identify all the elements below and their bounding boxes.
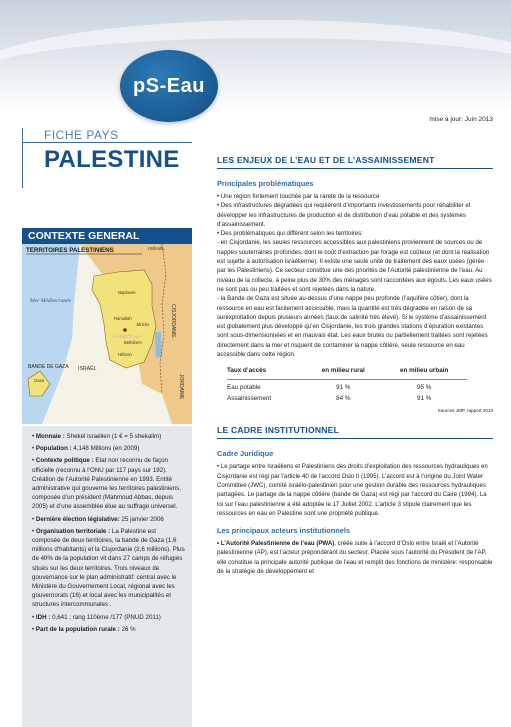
map-svg [22,244,192,424]
subhead-juridique: Cadre Juridique [217,449,274,459]
fact-item: • Monnaie : Shekel israélien (1 € = 5 shekalim) [32,433,162,440]
facts-box [22,426,192,727]
table-header: Taux d’accès [227,367,305,380]
fact-item: • Contexte politique : Etat non reconnu de façon officielle (reconnu à l’ONU par 117 pays sur 192). Création de l’Autorité Palestinienne en 1993. Entité administrative qui gouverne les territoires palestiniens, composée d’un président (Mahmoud Abbas, depuis 2005) et d’une assemblée élue au suffrage universel. [32,457,181,511]
paragraph: - la Bande de Gaza est située au-dessus d’une nappe peu profonde (l’aquifère côtier), dont la ressource en eau est facilement accessible, mais la quantité est très dégradée en raison de sa surexploitation depuis plusieurs années (taux de salinité très élevé). Si le système d’assainissement est globalement plus développé qu’en Cisjordanie, les trois grandes stations d’épuration existantes sont sous-dimensionnées et en mauvais état. Les eaux brutes ou partiellement traitées sont rejetées directement dans la mer et risquent de contaminer la nappe côtière, seule ressource en eau accessible dans cette région. [217,295,488,359]
fact-item: • IDH : 0,641 ; rang 110ème /177 (PNUD 2011) [32,613,161,621]
title-rule [22,142,192,143]
map-label-gaza-city: Gaza [34,378,45,383]
map-label-israel-north: ISRAËL [148,247,166,252]
pwa-label: • L’Autorité Palestinienne de l’eau (PWA) [217,540,335,548]
fact-item: • Dernière élection législative: 25 janvier 2006 [32,515,164,523]
table-source: Sources JMP, rapport 2010 [437,408,493,414]
fact-text: 26 % [121,625,136,633]
map-label-bethlehem: Bethléem [124,340,142,345]
context-title: CONTEXTE GENERAL [28,230,140,242]
section-title-cadre: LE CADRE INSTITUTIONNEL [217,425,493,439]
table-cell: 84 % [336,395,351,403]
context-bar [22,228,192,244]
territories-map [22,244,192,424]
fact-text: 0,641 ; rang 110ème /177 (PNUD 2011) [52,613,161,621]
paragraph: • Une région fortement touchée par la rareté de la ressource [217,193,380,200]
fact-label: Contexte politique : [35,457,94,465]
fact-item: • Population : 4,148 Millions (en 2009) [32,445,140,453]
fact-item: • Organisation territoriale : La Palestine est composée de deux territoires, la bande de Gaza (1,6 millions d’habitants) et la Cisjordanie (2,6 millions). Plus de 40% de la population vit dans 27 camps de réfugiés situés sur les deux territoires. Trois niveaux de gouvernance sur le plan administratif: central avec le Ministère du Gouvernement Local, régional avec les gouvernorats (16) et local avec les municipalités et structures intercommunales . [32,527,185,609]
section-title-enjeux: LES ENJEUX DE L’EAU ET DE L’ASSAINISSEMENT [217,155,493,169]
table-row [227,380,467,392]
map-label-westbank: CISJORDANIE [170,304,176,338]
pwa-text: , créée suite à l’accord d’Oslo entre Israël et l’Autorité palestinienne (AP), est l’acteur prépondérant du secteur. Placée sous l’autorité du Président de l’AP, elle constitue la principale autorité publique de l’eau et remplit des fonctions de ministère: responsable de la stratégie de développement et [217,540,493,576]
juridique-body: • Le partage entre Israéliens et Palestiniens des droits d’exploitation des ressources hydrauliques en Cisjordanie est régi par l’article 40 de l’accord Oslo II (1995). L’accord est à l’origine du Joint Water Committee (JWC), comité israélo-palestinien pour une gestion durable des ressources hydrauliques partagées. Le partage de la nappe côtière (bande de Gaza) est régi par l’accord du Caire (1994). La loi sur l’eau palestinienne a été adoptée le 17 Juillet 2002. L’article 3 stipule clairement que les ressources en eau en Palestine sont une propriété publique. [217,463,488,517]
map-label-jordan: JORDANIE [178,374,184,400]
acteurs-body [217,539,493,576]
map-title: TERRITOIRES PALESTINIENS [26,247,114,254]
subhead-acteurs: Les principaux acteurs institutionnels [217,526,351,536]
table-row [227,391,467,402]
map-label-hebron: Hébron [118,352,132,357]
fact-text: 4,148 Millions (en 2009) [73,445,140,453]
main-column [217,155,493,576]
table-cell: Assainissement [227,395,272,403]
country-title: PALESTINE [44,146,180,173]
map-label-ramallah: Ramallah [114,316,132,321]
fact-text: La Palestine est composée de deux territoires, la bande de Gaza (1,6 millions d’habitants) et la Cisjordanie (2,6 millions). Plus de 40% de la population vit dans 27 camps de réfugiés situés sur les deux territoires. Trois niveaux de gouvernance sur le plan administratif: central avec le Ministère du Gouvernement Local, régional avec les gouvernorats (16) et local avec les municipalités et structures intercommunales . [32,527,185,609]
map-sea-label: Mer Méditerranée [30,298,72,304]
ps-eau-logo [120,50,218,122]
access-table [227,367,467,402]
paragraph: • Des problématiques qui diffèrent selon les territoires: [217,230,363,238]
table-cell: 91 % [417,395,432,403]
fact-label: Dernière élection législative: [35,515,120,523]
fact-label: Population : [35,445,72,453]
subhead-problematiques: Principales problématiques [217,179,314,188]
fact-label: IDH : [35,613,51,621]
paragraph: - en Cisjordanie, les seules ressources accessibles aux palestiniens proviennent de sources ou de nappes souterraines profondes, dont le coût d’extraction par forage est coûteux (et dont la réalisation est sujette à autorisation israélienne). Il existe une seule unité de traitement des eaux usées (gérée par les Palestiniens). Ce secteur constitue une des priorités de l’Autorité palestinienne de l’eau. Au niveau de la collecte, à peine plus de 30% des ménages sont raccordées aux égouts. Les eaux usées ne sont pas ou peu traitées et sont rejetées dans la nature. [217,239,492,293]
fact-text: 25 janvier 2006 [121,515,164,523]
table-header: en milieu rural [305,367,381,380]
header-swoosh [0,20,511,112]
map-label-naplouse: Naplouse [118,290,136,295]
fact-label: Organisation territoriale : [35,527,111,535]
fiche-label: FICHE PAYS [44,128,119,142]
table-header: en milieu urbain [381,367,467,380]
fact-text: Etat non reconnu de façon officielle (reconnu à l’ONU par 117 pays sur 192). Création de l’Autorité Palestinienne en 1993. Entité administrative qui gouverne les territoires palestiniens, composée d’un président (Mahmoud Abbas, depuis 2005) et d’une assemblée élue au suffrage universel. [32,457,181,511]
table-cell: 91 % [336,384,351,392]
table-cell: Eau potable [227,384,261,392]
map-dead-sea [155,332,162,358]
map-jerusalem-dot [123,328,127,332]
problematiques-body [217,192,493,359]
update-date: mise à jour: Juin 2013 [429,116,493,123]
title-border [22,128,23,188]
paragraph: • Des infrastructures dégradées qui requièrent d’importants investissements pour réhabiliter et développer les infrastructures de production et de distribution d’eau potable et des systèmes d’assainissement. [217,202,471,228]
fact-label: Part de la population rurale : [35,625,120,633]
map-label-jerusalem: JERUSALEM [112,334,141,339]
table-header-row [227,367,467,380]
logo-text: pS-Eau [133,74,205,97]
fact-label: Monnaie : [35,433,65,440]
map-label-gaza-strip: BANDE DE GAZA [28,364,69,370]
fact-item: • Part de la population rurale : 26 % [32,625,136,633]
map-label-israel: ISRAËL [78,366,97,372]
fact-text: Shekel israélien (1 € = 5 shekalim) [66,433,162,440]
map-label-jericho: Jéricho [136,322,150,327]
table-cell: 95 % [417,384,432,392]
page-header [0,0,511,112]
